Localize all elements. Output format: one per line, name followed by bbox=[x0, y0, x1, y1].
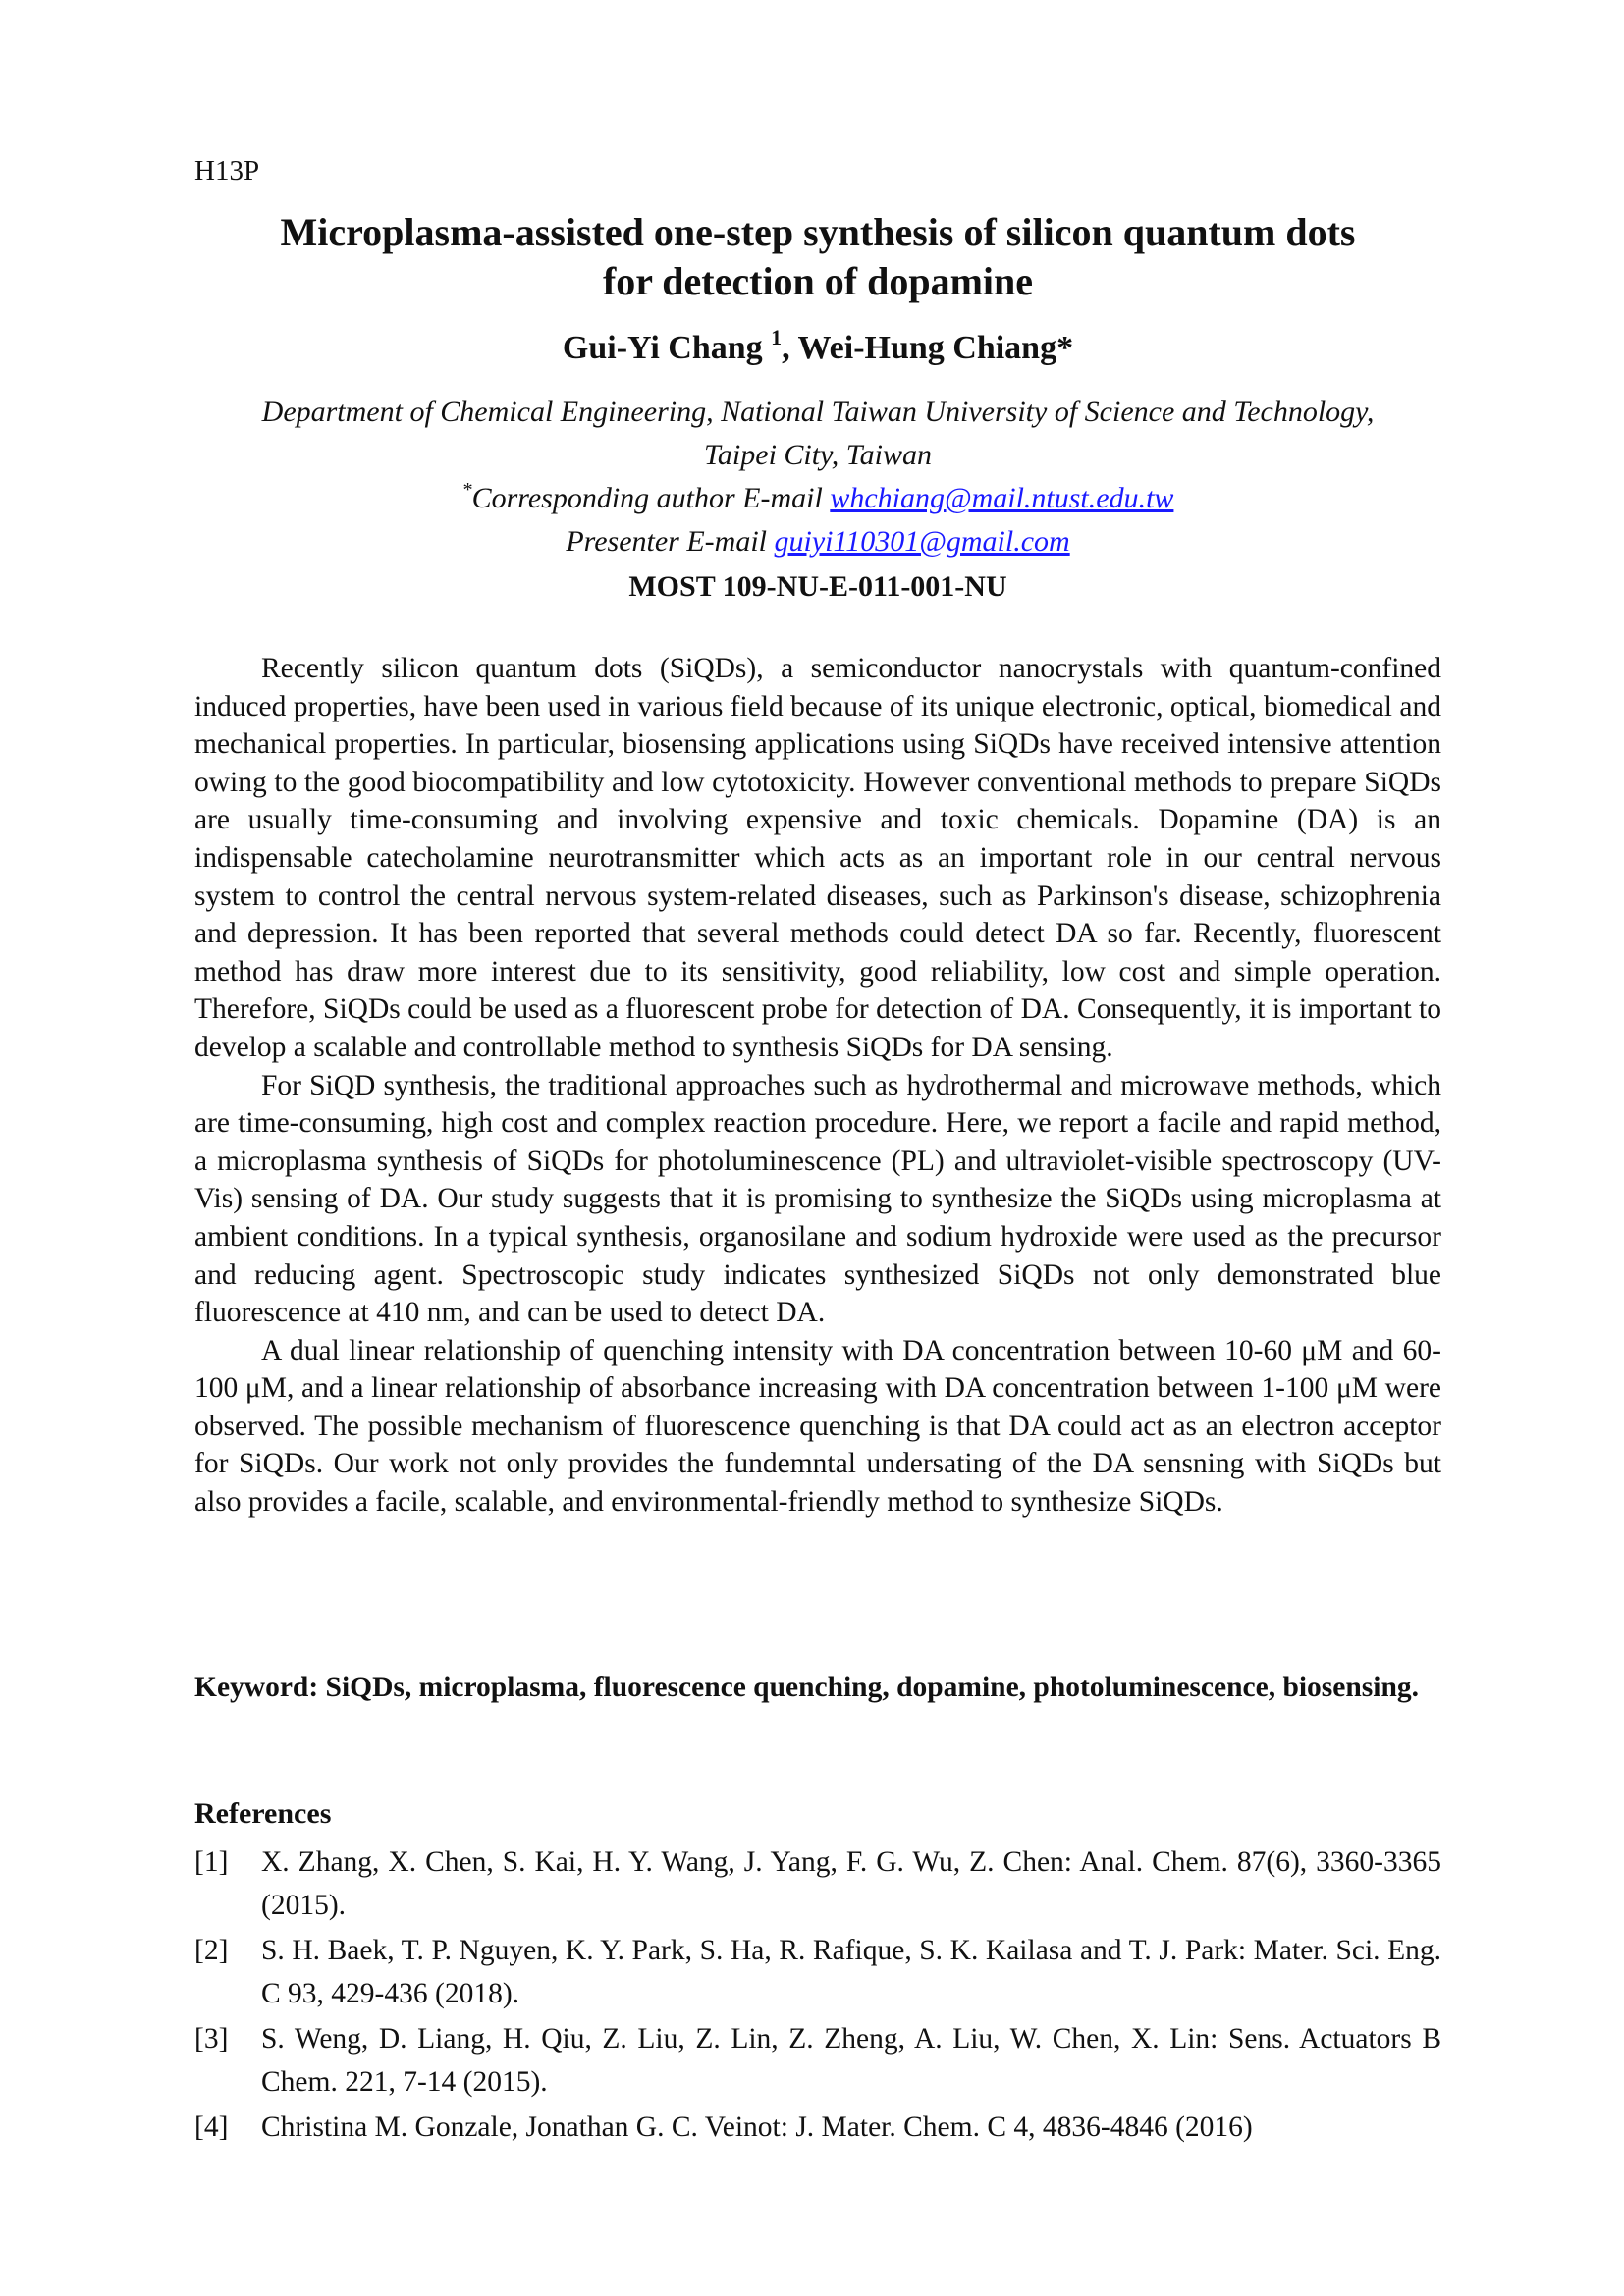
grant-number: MOST 109-NU-E-011-001-NU bbox=[628, 570, 1007, 603]
abstract-body bbox=[194, 650, 1441, 1522]
affiliation-line-1: Department of Chemical Engineering, National Taiwan University of Science and Technology, bbox=[261, 396, 1375, 428]
author-list bbox=[194, 327, 1441, 370]
author-1: Gui-Yi Chang bbox=[562, 330, 772, 366]
reference-item bbox=[194, 2017, 1441, 2104]
paragraph-1: Recently silicon quantum dots (SiQDs), a semiconductor nanocrystals with quantum-confined induced properties, have been used in various field because of its unique electronic, optical, biomedical and mechanical properties. In particular, biosensing applications using SiQDs have received intensive attention owing to the good biocompatibility and low cytotoxicity. However conventional methods to prepare SiQDs are usually time-consuming and involving expensive and toxic chemicals. Dopamine (DA) is an indispensable catecholamine neurotransmitter which acts as an important role in our central nervous system to control the central nervous system-related diseases, such as Parkinson's disease, schizophrenia and depression. It has been reported that several methods could detect DA so far. Recently, fluorescent method has draw more interest due to its sensitivity, good reliability, low cost and simple operation. Therefore, SiQDs could be used as a fluorescent probe for detection of DA. Consequently, it is important to develop a scalable and controllable method to synthesis SiQDs for DA sensing. bbox=[194, 653, 1441, 1063]
reference-item bbox=[194, 2106, 1441, 2149]
reference-number: [3] bbox=[194, 2023, 229, 2055]
corresponding-email-link[interactable]: whchiang@mail.ntust.edu.tw bbox=[830, 482, 1174, 514]
affiliation-block bbox=[194, 391, 1441, 563]
reference-text: S. Weng, D. Liang, H. Qiu, Z. Liu, Z. Lin, Z. Zheng, A. Liu, W. Chen, X. Lin: Sens. Actuators B Chem. 221, 7-14 (2015). bbox=[261, 2023, 1441, 2098]
keywords: Keyword: SiQDs, microplasma, fluorescence quenching, dopamine, photoluminescence, biosensing. bbox=[194, 1672, 1419, 1703]
reference-number: [2] bbox=[194, 1935, 229, 1966]
title-line-2: for detection of dopamine bbox=[602, 259, 1034, 303]
presenter-line bbox=[194, 520, 1441, 563]
affiliation-line-2: Taipei City, Taiwan bbox=[703, 439, 933, 471]
paragraph-3: A dual linear relationship of quenching intensity with DA concentration between 10-60 μM and 60-100 μM, and a linear relationship of absorbance increasing with DA concentration between 1-100 μM were observed. The possible mechanism of fluorescence quenching is that DA could act as an electron acceptor for SiQDs. Our work not only provides the fundemntal undersating of the DA sensning with SiQDs but also provides a facile, scalable, and environmental-friendly method to synthesize SiQDs. bbox=[194, 1334, 1441, 1519]
reference-item bbox=[194, 1929, 1441, 2015]
corresponding-label: Corresponding author E-mail bbox=[471, 482, 831, 514]
paragraph-2: For SiQD synthesis, the traditional approaches such as hydrothermal and microwave methods, which are time-consuming, high cost and complex reaction procedure. Here, we report a facile and rapid method, a microplasma synthesis of SiQDs for photoluminescence (PL) and ultraviolet-visible spectroscopy (UV-Vis) sensing of DA. Our study suggests that it is promising to synthesize the SiQDs using microplasma at ambient conditions. In a typical synthesis, organosilane and sodium hydroxide were used as the precursor and reducing agent. Spectroscopic study indicates synthesized SiQDs not only demonstrated blue fluorescence at 410 nm, and can be used to detect DA. bbox=[194, 1069, 1441, 1329]
presenter-label: Presenter E-mail bbox=[566, 525, 775, 558]
reference-text: X. Zhang, X. Chen, S. Kai, H. Y. Wang, J. Yang, F. G. Wu, Z. Chen: Anal. Chem. 87(6), 3360-3365 (2015). bbox=[261, 1846, 1441, 1921]
author-1-affiliation-mark: 1 bbox=[771, 325, 783, 349]
title-line-1: Microplasma-assisted one-step synthesis of silicon quantum dots bbox=[280, 210, 1356, 254]
references-list bbox=[194, 1841, 1441, 2151]
reference-number: [4] bbox=[194, 2111, 229, 2143]
abstract-code: H13P bbox=[194, 155, 260, 187]
author-2: , Wei-Hung Chiang* bbox=[782, 330, 1074, 366]
references-heading: References bbox=[194, 1797, 332, 1830]
corresponding-author-line bbox=[194, 477, 1441, 520]
reference-text: Christina M. Gonzale, Jonathan G. C. Veinot: J. Mater. Chem. C 4, 4836-4846 (2016) bbox=[261, 2111, 1253, 2143]
paper-title bbox=[194, 208, 1441, 306]
reference-number: [1] bbox=[194, 1846, 229, 1878]
reference-text: S. H. Baek, T. P. Nguyen, K. Y. Park, S. Ha, R. Rafique, S. K. Kailasa and T. J. Park: Mater. Sci. Eng. C 93, 429-436 (2018). bbox=[261, 1935, 1441, 2009]
corresponding-mark: * bbox=[461, 479, 472, 501]
presenter-email-link[interactable]: guiyi110301@gmail.com bbox=[774, 525, 1070, 558]
reference-item bbox=[194, 1841, 1441, 1927]
